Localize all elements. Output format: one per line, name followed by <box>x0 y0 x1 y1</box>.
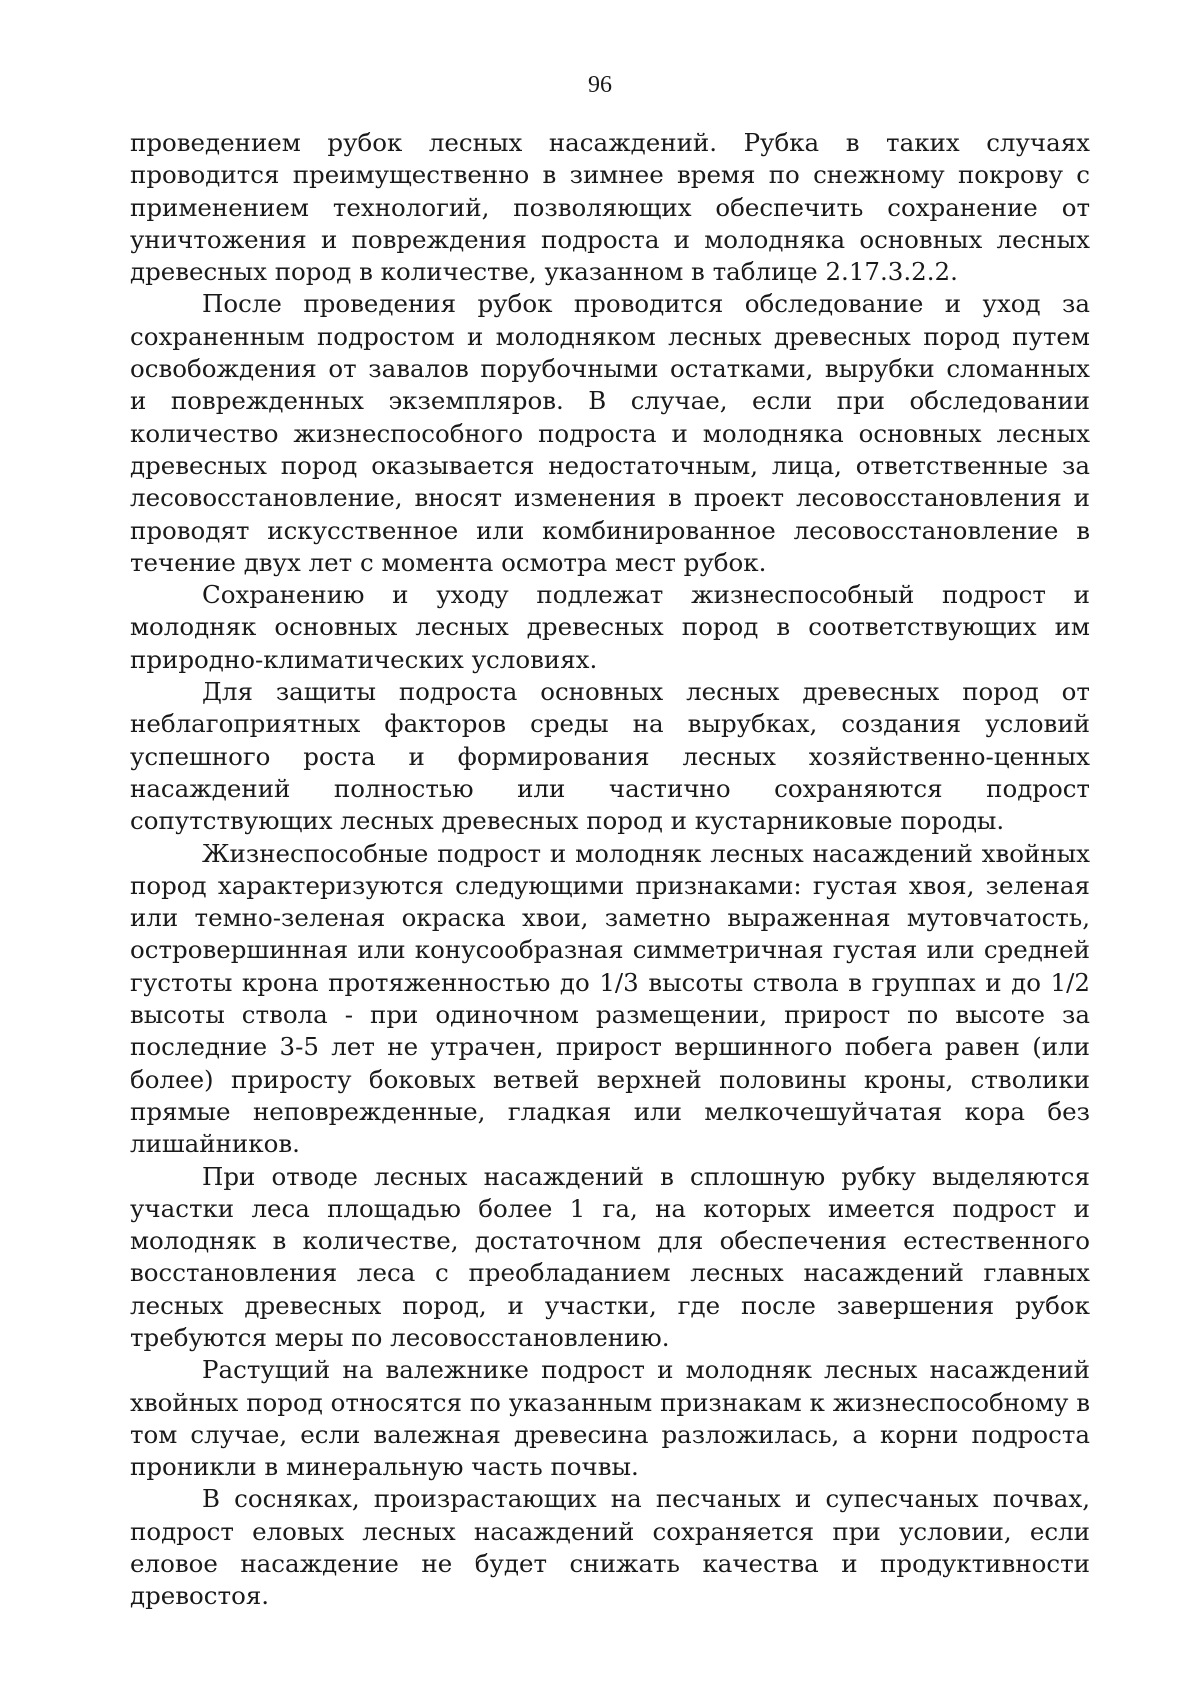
body-text <box>130 127 1090 1613</box>
paragraph-inspection-and-care: После проведения рубок проводится обследование и уход за сохраненным подростом и молодняком лесных древесных пород путем освобождения от завалов порубочными остатками, вырубки сломанных и поврежденных экземпляров. В случае, если при обследовании количество жизнеспособного подроста и молодняка основных лесных древесных пород оказывается недостаточным, лица, ответственные за лесовосстановление, вносят изменения в проект лесовосстановления и проводят искусственное или комбинированное лесовосстановление в течение двух лет с момента осмотра мест рубок. <box>130 289 1090 577</box>
page-number: 96 <box>588 72 612 98</box>
paragraph-clearcut-allocation: При отводе лесных насаждений в сплошную рубку выделяются участки леса площадью более 1 га, на которых имеется подрост и молодняк в количестве, достаточном для обеспечения естественного восстановления леса с преобладанием лесных насаждений главных лесных древесных пород, и участки, где после завершения рубок требуются меры по лесовосстановлению. <box>130 1161 1090 1352</box>
paragraph-protection: Для защиты подроста основных лесных древесных пород от неблагоприятных факторов среды на вырубках, создания условий успешного роста и формирования лесных хозяйственно-ценных насаждений полностью или частично сохраняются подрост сопутствующих лесных древесных пород и кустарниковые породы. <box>130 677 1090 836</box>
paragraph-pine-stands: В сосняках, произрастающих на песчаных и супесчаных почвах, подрост еловых лесных насаждений сохраняется при условии, если еловое насаждение не будет снижать качества и продуктивности древостоя. <box>130 1484 1090 1611</box>
paragraph-continuation: проведением рубок лесных насаждений. Рубка в таких случаях проводится преимущественно в зимнее время по снежному покрову с применением технологий, позволяющих обеспечить сохранение от уничтожения и повреждения подроста и молодняка основных лесных древесных пород в количестве, указанном в таблице 2.17.3.2.2. <box>130 128 1090 287</box>
paragraph-deadwood-growth: Растущий на валежнике подрост и молодняк лесных насаждений хвойных пород относятся по указанным признакам к жизнеспособному в том случае, если валежная древесина разложилась, а корни подроста проникли в минеральную часть почвы. <box>130 1355 1090 1482</box>
paragraph-viability-signs: Жизнеспособные подрост и молодняк лесных насаждений хвойных пород характеризуются следующими признаками: густая хвоя, зеленая или темно-зеленая окраска хвои, заметно выраженная мутовчатость, островершинная или конусообразная симметричная густая или средней густоты крона протяженностью до 1/3 высоты ствола в группах и до 1/2 высоты ствола - при одиночном размещении, прирост по высоте за последние 3-5 лет не утрачен, прирост вершинного побега равен (или более) приросту боковых ветвей верхней половины кроны, стволики прямые неповрежденные, гладкая или мелкочешуйчатая кора без лишайников. <box>130 838 1090 1159</box>
paragraph-preservation-subject: Сохранению и уходу подлежат жизнеспособный подрост и молодняк основных лесных древесных пород в соответствующих им природно-климатических условиях. <box>130 580 1090 674</box>
